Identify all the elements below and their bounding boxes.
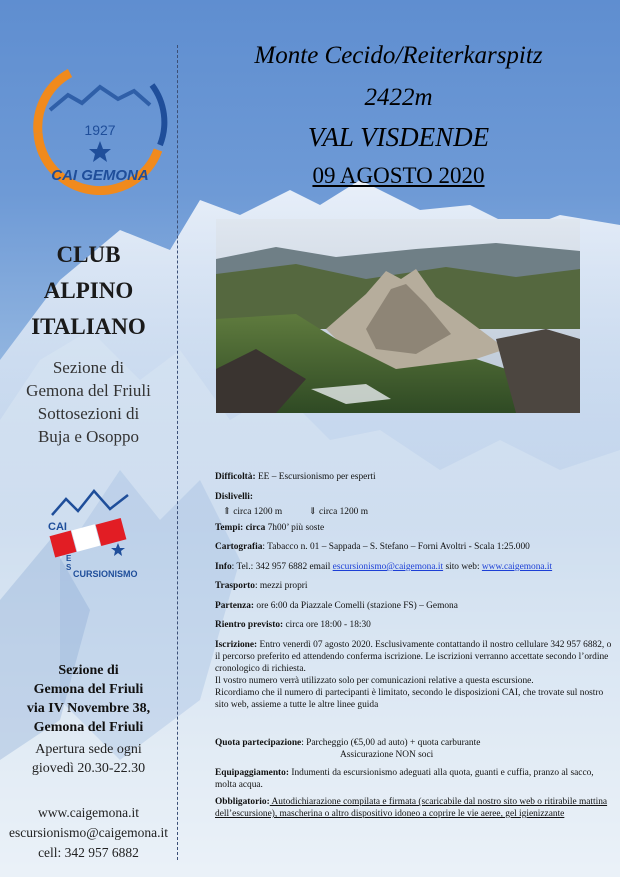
down-arrow-icon: ⇓ (308, 507, 317, 517)
club-line2: ALPINO (43, 278, 134, 303)
event-area: VAL VISDENDE (307, 122, 490, 152)
escursionismo-cai: CAI (48, 521, 67, 533)
section-line1: Sezione di (52, 358, 125, 377)
info-web-link[interactable]: www.caigemona.it (481, 562, 553, 572)
cai-star-icon (89, 141, 111, 162)
address-line3: via IV Novembre 38, (26, 701, 151, 716)
trasporto-value: : mezzi propri (254, 581, 308, 591)
escursionismo-s: S (66, 563, 72, 572)
up-value: circa 1200 m (230, 507, 283, 517)
row-dislivelli-values (223, 506, 620, 518)
dislivelli-label: Dislivelli: (215, 492, 254, 502)
cai-gemona-logo (30, 55, 170, 195)
row-quota (215, 737, 615, 761)
contact-web[interactable]: www.caigemona.it (37, 805, 140, 820)
address-line1: Sezione di (58, 663, 119, 678)
mountain-photo (216, 219, 580, 413)
iscrizione-line3: Ricordiamo che il numero di partecipanti è limitato, secondo le disposizioni CAI, che trovate sul nostro sito web, assieme a tutte le altre linee guida (215, 688, 604, 710)
row-info (215, 561, 615, 573)
obbl-value: Autodichiarazione compilata e firmata (scaricabile dal nostro sito web o ritirabile mattina dell’escursione), mascherina o altro dispositivo idoneo a coprire le vie aeree, gel igienizzante (215, 797, 608, 819)
row-equipaggiamento (215, 767, 615, 791)
hours-line2: giovedì 20.30-22.30 (31, 761, 146, 776)
difficolta-label: Difficoltà: (215, 472, 256, 482)
partenza-label: Partenza: (215, 601, 255, 611)
address-block (0, 661, 177, 737)
tempi-value: 7h00’ più soste (267, 523, 325, 533)
hours-line1: Apertura sede ogni (35, 742, 142, 757)
row-obbligatorio (215, 796, 615, 820)
trasporto-label: Trasporto (215, 581, 255, 591)
down-value: circa 1200 m (316, 507, 368, 517)
opening-hours (0, 740, 177, 778)
obbl-label: Obbligatorio: (215, 797, 270, 807)
quota-value: : Parcheggio (€5,00 ad auto) + quota carburante (301, 738, 481, 748)
left-column (0, 0, 177, 877)
section-line4: Buja e Osoppo (37, 427, 140, 446)
equip-label: Equipaggiamento: (215, 768, 289, 778)
info-email-link[interactable]: escursionismo@caigemona.it (332, 562, 444, 572)
cartografia-label: Cartografia (215, 542, 263, 552)
row-cartografia (215, 541, 615, 553)
equip-value: Indumenti da escursionismo adeguati alla quota, guanti e cuffia, pranzo al sacco, molta acqua. (215, 768, 594, 790)
partenza-value: ore 6:00 da Piazzale Comelli (stazione FS) – Gemona (254, 601, 458, 611)
iscrizione-value: Entro venerdì 07 agosto 2020. Esclusivamente contattando il nostro cellulare 342 957 6882, o il percorso preferito ed attendendo conferma iscrizione. Le iscrizioni verranno accettate secondo l’ordine cronologico di richiesta. (215, 640, 612, 674)
row-tempi (215, 522, 615, 534)
info-label: Info (215, 562, 232, 572)
row-difficolta (215, 471, 615, 483)
tempi-label: Tempi: circa (215, 523, 268, 533)
club-line3: ITALIANO (31, 314, 146, 339)
row-iscrizione (215, 639, 615, 711)
event-date: 09 AGOSTO 2020 (312, 163, 485, 188)
section-line3: Sottosezioni di (37, 404, 140, 423)
event-title: Monte Cecido/Reiterkarspitz (254, 42, 543, 69)
escursionismo-e: E (66, 554, 72, 563)
up-arrow-icon: ⇑ (223, 507, 231, 517)
row-dislivelli (215, 491, 615, 503)
info-value-mid: sito web: (443, 562, 482, 572)
rientro-value: circa ore 18:00 - 18:30 (283, 620, 371, 630)
escursionismo-logo (44, 485, 140, 580)
row-rientro (215, 619, 615, 631)
contact-email[interactable]: escursionismo@caigemona.it (8, 825, 169, 840)
event-altitude: 2422m (364, 84, 433, 111)
row-partenza (215, 600, 615, 612)
info-value-pre: : Tel.: 342 957 6882 email (231, 562, 333, 572)
contacts-block (0, 803, 177, 863)
quota-line2: Assicurazione NON soci (340, 750, 434, 760)
address-line2: Gemona del Friuli (33, 682, 144, 697)
cartografia-value: : Tabacco n. 01 – Sappada – S. Stefano – Forni Avoltri - Scala 1:25.000 (262, 542, 530, 552)
rientro-label: Rientro previsto: (215, 620, 284, 630)
difficolta-value: EE – Escursionismo per esperti (255, 472, 376, 482)
iscrizione-line2: Il vostro numero verrà utilizzato solo per comunicazioni relative a questa escursione. (215, 676, 534, 686)
logo-name: CAI GEMONA (51, 167, 149, 184)
address-line4: Gemona del Friuli (33, 720, 144, 735)
escursionismo-word: CURSIONISMO (73, 569, 138, 579)
iscrizione-label: Iscrizione: (215, 640, 258, 650)
quota-label: Quota partecipazione (215, 738, 302, 748)
contact-cell: cell: 342 957 6882 (38, 845, 139, 860)
section-line2: Gemona del Friuli (26, 381, 151, 400)
row-trasporto (215, 580, 615, 592)
escursionismo-star-icon (111, 543, 125, 556)
logo-year: 1927 (84, 122, 116, 138)
club-line1: CLUB (56, 242, 121, 267)
